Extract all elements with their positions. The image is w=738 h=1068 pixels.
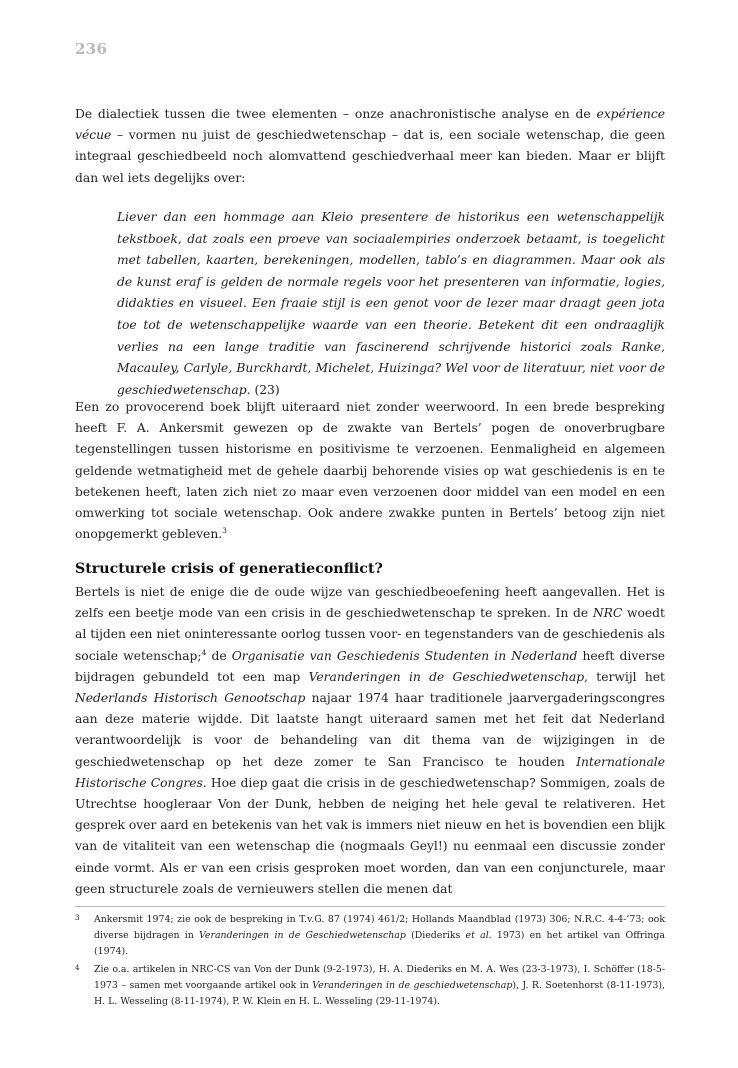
- text-run: woedt al tijden een niet oninteressante oorlog tussen voor- en tegenstanders van de geschiedenis als sociale wetenschap;: [75, 606, 666, 663]
- footnote-ref-4[interactable]: 4: [201, 647, 207, 657]
- italic-term: NRC: [592, 606, 623, 621]
- italic-term: Veranderingen in de Geschiedwetenschap: [199, 930, 406, 941]
- italic-term: Organisatie van Geschiedenis Studenten in Nederland: [231, 648, 578, 663]
- text-run: Zie o.a. artikelen in NRC-CS van Von der Dunk (9-2-1973), H. A. Diederiks en M. A. Wes (23-3-1973), I. Schöffer (18-5-1973 – samen met voorgaande artikel ook in: [94, 964, 665, 991]
- footnote-3: [75, 912, 665, 960]
- text-run: heeft diverse bijdragen gebundeld tot een map: [75, 648, 666, 684]
- italic-term: Veranderingen in de Geschiedwetenschap: [308, 669, 585, 684]
- italic-term: et al.: [465, 930, 492, 941]
- section-heading: Structurele crisis of generatieconflict?: [75, 561, 383, 577]
- text-run: . Hoe diep gaat die crisis in de geschiedwetenschap? Sommigen, zoals de Utrechtse hoogleraar Von der Dunk, hebben de neiging het hele geval te relativeren. Het gesprek over aard en betekenis van het vak is immers niet nieuw en het is bovendien een blijk van de vitaliteit van een wetenschap die (nogmaals Geyl!) nu eenmaal een discussie zonder einde vormt. Als er van een crisis gesproken moet worden, dan van een conjuncturele, maar geen structurele zoals de vernieuwers stellen die menen dat: [75, 775, 665, 896]
- italic-term: Veranderingen in de geschiedwetenschap: [312, 980, 513, 991]
- paragraph-intro: [75, 104, 665, 189]
- footnote-text: [94, 962, 665, 1010]
- footnote-divider: [75, 906, 665, 907]
- paragraph-response: [75, 397, 665, 545]
- text-run: (Diederiks: [405, 930, 466, 941]
- text-run: De dialectiek tussen die twee elementen – onze anachronistische analyse en de: [75, 107, 597, 121]
- quote-page-ref: (23): [250, 382, 280, 397]
- italic-term: Internationale Historische Congres: [75, 754, 665, 790]
- text-run: najaar 1974 haar traditionele jaarvergaderingscongres aan deze materie wijdde. Dit laatste hangt uiteraard samen met het feit dat Nederland verantwoordelijk is voor de behandeling van dit thema van de wijzigingen in de geschiedwetenschap op het deze zomer te San Francisco te houden: [75, 691, 665, 769]
- text-run: Een zo provocerend boek blijft uiteraard niet zonder weerwoord. In een brede bespreking heeft F. A. Ankersmit gewezen op de zwakte van Bertels’ pogen de onoverbrugbare tegenstellingen tussen historisme en positivisme te verzoenen. Eenmaligheid en algemeen geldende wetmatigheid met de gehele daarbij behorende visies op wat geschiedenis is en te betekenen heeft, laten zich niet zo maar even verzoenen door middel van een model en een omwerking tot sociale wetenschap. Ook andere zwakke punten in Bertels’ betoog zijn niet onopgemerkt gebleven.: [75, 400, 665, 542]
- footnote-ref-3[interactable]: 3: [222, 526, 227, 536]
- text-run: , terwijl het: [584, 669, 665, 684]
- text-run: – vormen nu juist de geschiedwetenschap – dat is, een sociale wetenschap, die geen integraal geschiedbeeld noch alomvattend geschiedverhaal meer kan bieden. Maar er blijft dan wel iets degelijks over:: [75, 128, 665, 185]
- page-number: 236: [75, 40, 108, 58]
- italic-term: expérience vécue: [75, 107, 665, 143]
- footnote-number: 3: [75, 913, 80, 922]
- footnote-number: 4: [75, 963, 80, 972]
- quote-text: Liever dan een hommage aan Kleio presentere de historikus een wetenschappelijk tekstboek, dat zoals een proeve van sociaalempiries onderzoek betaamt, is toegelicht met tabellen, kaarten, berekeningen, modellen, tablo’s en diagrammen. Maar ook als de kunst eraf is gelden de normale regels voor het presenteren van informatie, logies, didakties en visueel. Een fraaie stijl is een genot voor de lezer maar draagt geen jota toe tot de wetenschappelijke waarde van een theorie. Betekent dit een ondraaglijk verlies na een lange traditie van fascinerend schrijvende historici zoals Ranke, Macauley, Carlyle, Burckhardt, Michelet, Huizinga? Wel voor de literatuur, niet voor de geschiedwetenschap.: [117, 210, 665, 397]
- italic-term: Nederlands Historisch Genootschap: [75, 691, 306, 706]
- paragraph-crisis: [75, 582, 665, 900]
- text-run: ), J. R. Soetenhorst (8-11-1973), H. L. Wesseling (8-11-1974), P. W. Klein en H. L. Wesseling (29-11-1974).: [94, 980, 665, 1007]
- text-run: de: [206, 648, 232, 663]
- text-run: Bertels is niet de enige die de oude wijze van geschiedbeoefening heeft aangevallen. Het is zelfs een beetje mode van een crisis in de geschiedwetenschap te spreken. In de: [75, 585, 665, 621]
- footnote-4: [75, 962, 665, 1010]
- block-quote: [117, 207, 665, 401]
- text-run: Ankersmit 1974; zie ook de bespreking in T.v.G. 87 (1974) 461/2; Hollands Maandblad (1973) 306; N.R.C. 4-4-’73; ook diverse bijdragen in: [94, 914, 665, 941]
- text-run: 1973) en het artikel van Offringa (1974).: [94, 930, 665, 957]
- footnote-text: [94, 912, 665, 960]
